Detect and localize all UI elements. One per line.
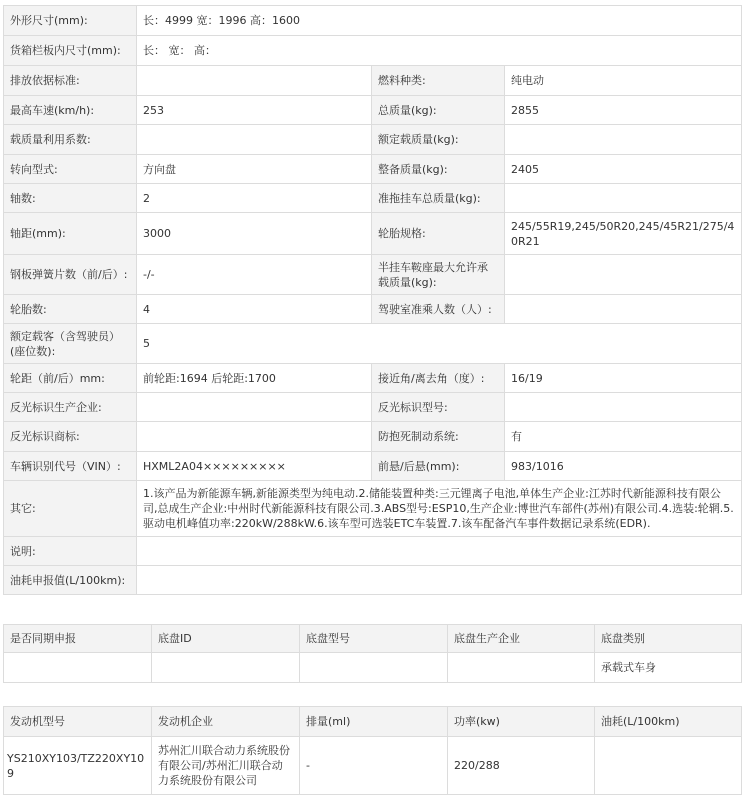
chassis-col-header: 底盘ID [152,625,300,653]
angles-label: 接近角/离去角（度）: [372,364,505,393]
notes-label: 说明: [4,537,137,566]
chassis-col-header: 底盘型号 [300,625,448,653]
load-util-value [137,125,372,155]
outer-dims-value: 长：4999 宽：1996 高：1600 [137,6,742,36]
tires-label: 轮胎规格: [372,213,505,255]
spec-row [4,364,742,393]
spec-row [4,422,742,452]
chassis-table [3,624,742,683]
rated-load-value [505,125,742,155]
spec-row-other [4,481,742,537]
vin-value: HXML2A04××××××××× [137,452,372,481]
max-speed-value: 253 [137,96,372,125]
spec-row-cargo-dims [4,36,742,66]
vin-label: 车辆识别代号（VIN）: [4,452,137,481]
cargo-dims-value: 长： 宽： 高： [137,36,742,66]
chassis-col-header: 底盘类别 [595,625,742,653]
cab-seats-label: 驾驶室准乘人数（人）: [372,295,505,324]
chassis-col-header: 底盘生产企业 [448,625,595,653]
vehicle-spec-table [3,5,742,595]
engine-col-header: 发动机型号 [4,707,152,737]
rated-load-label: 额定载质量(kg): [372,125,505,155]
chassis-cell [4,653,152,683]
saddle-load-value [505,255,742,295]
spec-row-seats [4,324,742,364]
leaf-springs-value: -/- [137,255,372,295]
steering-value: 方向盘 [137,155,372,184]
overhang-label: 前悬/后悬(mm): [372,452,505,481]
spec-row-outer-dims [4,6,742,36]
engine-cell: 220/288 [448,737,595,795]
spec-row [4,452,742,481]
track-value: 前轮距:1694 后轮距:1700 [137,364,372,393]
chassis-cell [300,653,448,683]
engine-table [3,706,742,795]
saddle-load-label: 半挂车鞍座最大允许承载质量(kg): [372,255,505,295]
engine-cell: - [300,737,448,795]
table-row [4,653,742,683]
spec-row [4,125,742,155]
spec-row [4,255,742,295]
other-label: 其它: [4,481,137,537]
spec-row [4,393,742,422]
spec-row [4,295,742,324]
tire-count-label: 轮胎数: [4,295,137,324]
chassis-cell: 承载式车身 [595,653,742,683]
abs-value: 有 [505,422,742,452]
reflector-model-value [505,393,742,422]
trailer-mass-value [505,184,742,213]
wheelbase-value: 3000 [137,213,372,255]
chassis-cell [152,653,300,683]
steering-label: 转向型式: [4,155,137,184]
overhang-value: 983/1016 [505,452,742,481]
chassis-col-header: 是否同期申报 [4,625,152,653]
spec-row [4,155,742,184]
total-mass-label: 总质量(kg): [372,96,505,125]
load-util-label: 载质量利用系数: [4,125,137,155]
engine-col-header: 排量(ml) [300,707,448,737]
outer-dims-label: 外形尺寸(mm): [4,6,137,36]
spec-row [4,66,742,96]
fuel-consumption-value [137,566,742,595]
chassis-header-row [4,625,742,653]
trailer-mass-label: 准拖挂车总质量(kg): [372,184,505,213]
leaf-springs-label: 钢板弹簧片数（前/后）: [4,255,137,295]
axles-label: 轴数: [4,184,137,213]
cab-seats-value [505,295,742,324]
chassis-cell [448,653,595,683]
spec-row [4,184,742,213]
spec-row [4,96,742,125]
wheelbase-label: 轴距(mm): [4,213,137,255]
engine-col-header: 油耗(L/100km) [595,707,742,737]
engine-cell: YS210XY103/TZ220XY109 [4,737,152,795]
fuel-consumption-label: 油耗申报值(L/100km): [4,566,137,595]
fuel-value: 纯电动 [505,66,742,96]
fuel-label: 燃料种类: [372,66,505,96]
emission-value [137,66,372,96]
engine-header-row [4,707,742,737]
angles-value: 16/19 [505,364,742,393]
engine-col-header: 功率(kw) [448,707,595,737]
engine-cell [595,737,742,795]
notes-value [137,537,742,566]
curb-mass-label: 整备质量(kg): [372,155,505,184]
curb-mass-value: 2405 [505,155,742,184]
tire-count-value: 4 [137,295,372,324]
max-speed-label: 最高车速(km/h): [4,96,137,125]
cargo-dims-label: 货箱栏板内尺寸(mm): [4,36,137,66]
engine-col-header: 发动机企业 [152,707,300,737]
other-value: 1.该产品为新能源车辆,新能源类型为纯电动.2.储能装置种类:三元锂离子电池,单体生产企业:江苏时代新能源科技有限公司,总成生产企业:中州时代新能源科技有限公司.3.ABS型号:ESP10,生产企业:博世汽车部件(苏州)有限公司.4.选装:轮辋.5.驱动电机峰值功率:220kW/288kW.6.该车型可选装ETC车装置.7.该车配备汽车事件数据记录系统(EDR). [137,481,742,537]
reflector-maker-label: 反光标识生产企业: [4,393,137,422]
reflector-model-label: 反光标识型号: [372,393,505,422]
engine-cell: 苏州汇川联合动力系统股份有限公司/苏州汇川联合动力系统股份有限公司 [152,737,300,795]
spec-row-fuel-consumption [4,566,742,595]
tires-value: 245/55R19,245/50R20,245/45R21/275/40R21 [505,213,742,255]
reflector-brand-value [137,422,372,452]
spec-row [4,213,742,255]
abs-label: 防抱死制动系统: [372,422,505,452]
total-mass-value: 2855 [505,96,742,125]
emission-label: 排放依据标准: [4,66,137,96]
reflector-brand-label: 反光标识商标: [4,422,137,452]
spec-row-notes [4,537,742,566]
table-row [4,737,742,795]
reflector-maker-value [137,393,372,422]
axles-value: 2 [137,184,372,213]
seats-value: 5 [137,324,742,364]
seats-label: 额定载客（含驾驶员）(座位数): [4,324,137,364]
track-label: 轮距（前/后）mm: [4,364,137,393]
